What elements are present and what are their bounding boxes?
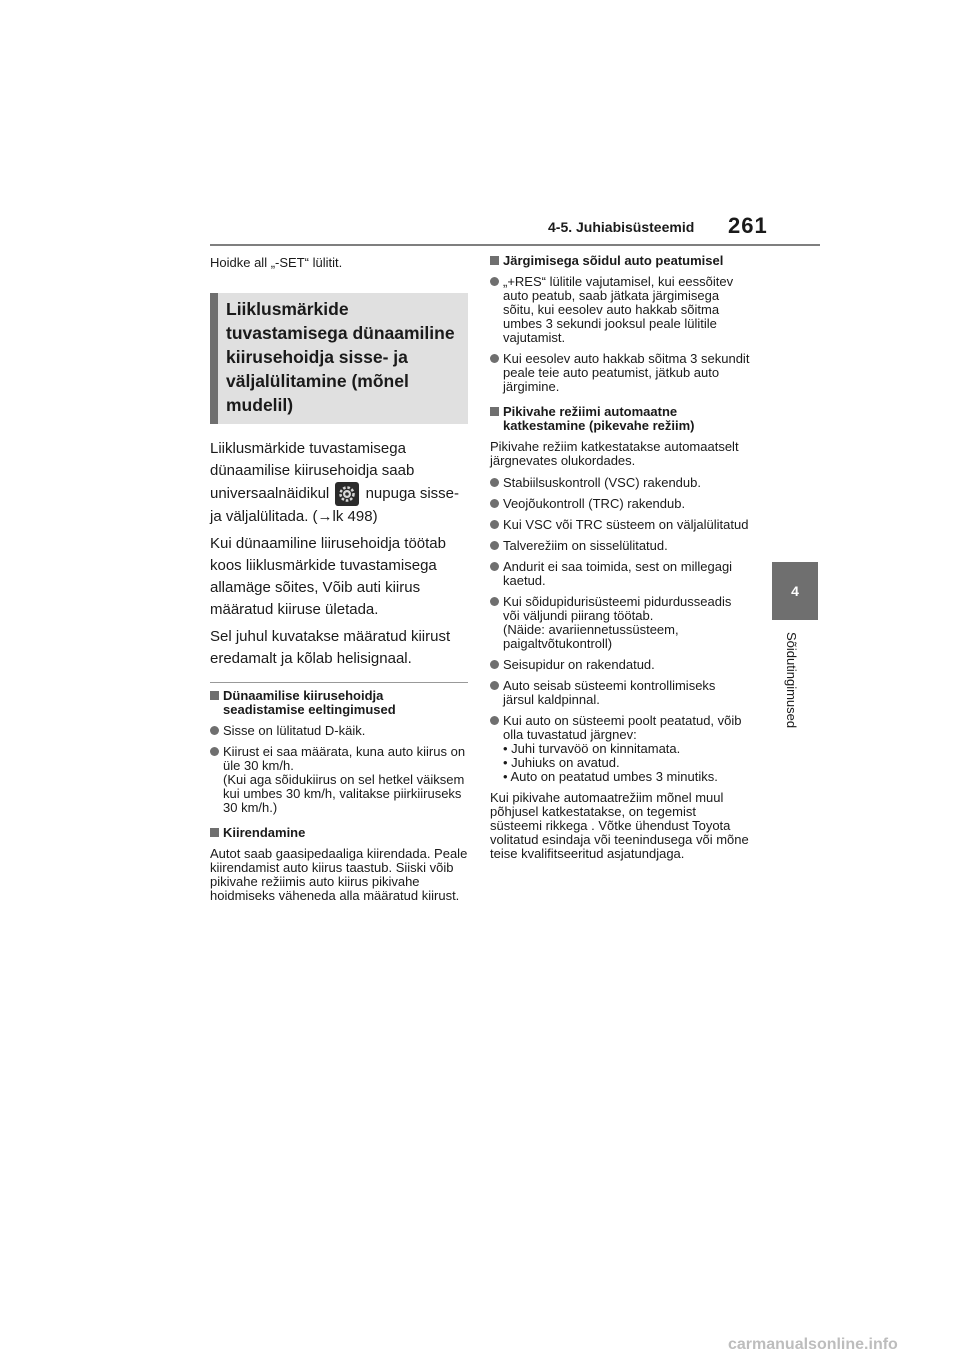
header-divider [210,244,820,246]
feature-title-box [210,293,468,424]
round-bullet-icon [210,726,219,735]
closing-text: Kui pikivahe automaatrežiim mõnel muul põhjusel katkestatakse, on tegemist süsteemi rikkega . Võtke ühendust Toyota volitatud esindaja või teenindusega või mõne teise kvalifitseeritud asjatundjaga. [490,790,749,861]
bullet-item: Kui sõidupidurisüsteemi pidurdusseadis või väljundi piirang töötab. (Näide: avariiennetussüsteem, paigaltvõtukontroll) [490,595,750,651]
bullet-item: Seisupidur on rakendatud. [490,658,750,672]
square-bullet-icon [490,407,499,416]
bullet-item: Kiirust ei saa määrata, kuna auto kiirus on üle 30 km/h. (Kui aga sõidukiirus on sel hetkel väiksem kui umbes 30 km/h, valitakse piirkiiruseks 30 km/h.) [210,745,468,815]
bullet-item: Sisse on lülitatud D-käik. [210,724,468,738]
round-bullet-icon [490,541,499,550]
heading-auto-cancel: Pikivahe režiimi automaatne katkestamine (pikevahe režiim) [490,405,750,433]
bullet-item: Kui VSC või TRC süsteem on väljalülitatud [490,518,750,532]
round-bullet-icon [490,354,499,363]
auto-cancel-intro: Pikivahe režiim katkestatakse automaatselt järgnevates olukordades. [490,439,739,468]
round-bullet-icon [210,747,219,756]
round-bullet-icon [490,499,499,508]
chapter-label: Sõidutingimused [784,632,799,729]
right-column [490,254,750,869]
bullet-item: Auto seisab süsteemi kontrollimiseks järsul kaldpinnal. [490,679,750,707]
paragraph-1 [210,438,468,528]
paragraph-2: Kui dünaamiline liirusehoidja töötab koos liiklusmärkide tuvastamisega allamäge sõites, Võib auti kiirus määratud kiiruse ületada. [210,535,446,618]
bullet-item: Andurit ei saa toimida, sest on millegagi kaetud. [490,560,750,588]
round-bullet-icon [490,277,499,286]
round-bullet-icon [490,562,499,571]
left-column [210,254,468,911]
round-bullet-icon [490,520,499,529]
round-bullet-icon [490,716,499,725]
heading-stop-following: Järgimisega sõidul auto peatumisel [490,254,750,268]
round-bullet-icon [490,681,499,690]
bullet-item: Kui auto on süsteemi poolt peatatud, võib olla tuvastatud järgnev: • Juhi turvavöö on kinnitamata. • Juhiuks on avatud. • Auto on peatatud umbes 3 minutiks. [490,714,750,784]
bullet-item: „+RES“ lülitile vajutamisel, kui eessõitev auto peatub, saab jätkata järgimisega sõitu, kui eesolev auto hakkab sõitma umbes 3 sekundi jooksul peale lülitile vajutamist. [490,275,750,345]
paragraph-1-start: Liiklusmärkide tuvastamisega dünaamilise kiirusehoidja saab universaalnäidikul [210,440,415,502]
round-bullet-icon [490,478,499,487]
square-bullet-icon [210,691,219,700]
bullet-item: Stabiilsuskontroll (VSC) rakendub. [490,476,750,490]
page-number: 261 [728,213,768,238]
feature-title: Liiklusmärkide tuvastamisega dünaamiline kiirusehoidja sisse- ja väljalülitamine (mõnel mudelil) [226,299,455,415]
settings-gear-icon [335,482,359,506]
heading-preconditions: Dünaamilise kiirusehoidja seadistamise eeltingimused [210,689,468,717]
watermark-text: carmanualsonline.info [728,1336,898,1353]
paragraph-3: Sel juhul kuvatakse määratud kiirust eredamalt ja kõlab helisignaal. [210,628,451,667]
acceleration-text: Autot saab gaasipedaaliga kiirendada. Peale kiirendamist auto kiirus taastub. Siiski võib pikivahe režiimis auto kiirus pikivahe hoidmiseks väheneda alla määratud kiirust. [210,846,468,903]
paragraph-1-end: nupuga sisse- ja väljalülitada. (→lk 498) [210,484,459,525]
bullet-item: Veojõukontroll (TRC) rakendub. [490,497,750,511]
section-divider [210,682,468,683]
round-bullet-icon [490,597,499,606]
intro-text: Hoidke all „-SET“ lülitit. [210,255,343,270]
round-bullet-icon [490,660,499,669]
heading-acceleration: Kiirendamine [210,826,468,840]
bullet-item: Talverežiim on sisselülitatud. [490,539,750,553]
bullet-item: Kui eesolev auto hakkab sõitma 3 sekundit peale teie auto peatumist, jätkub auto järgimine. [490,352,750,394]
chapter-tab[interactable]: 4 [772,562,818,620]
header-section-title: 4-5. Juhiabisüsteemid [548,219,695,235]
square-bullet-icon [490,256,499,265]
square-bullet-icon [210,828,219,837]
